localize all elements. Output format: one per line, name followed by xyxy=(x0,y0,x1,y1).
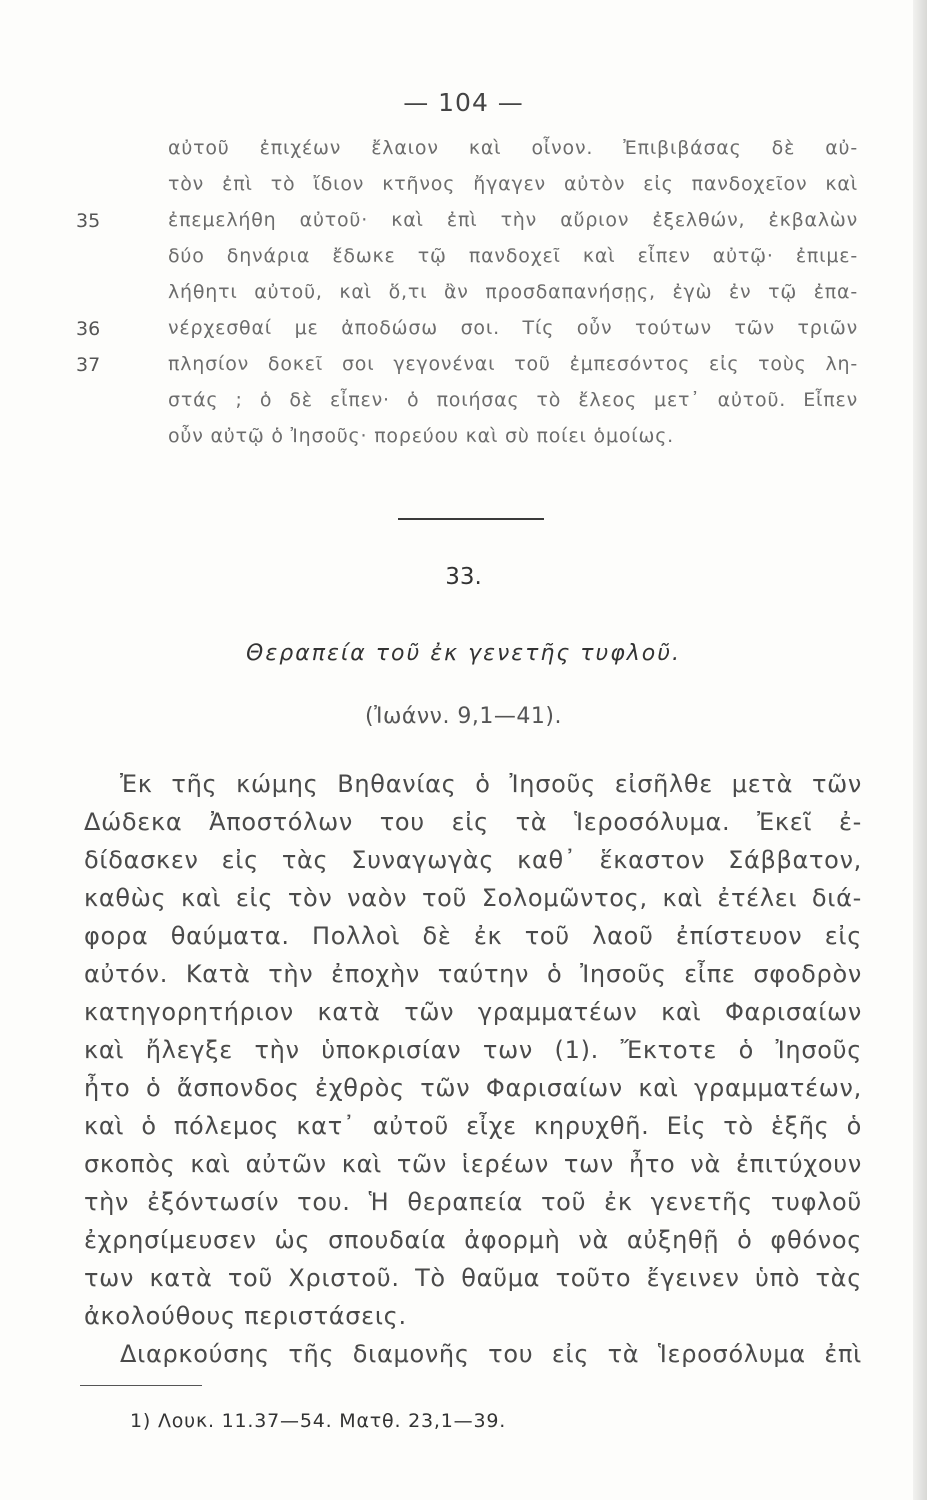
upper-passage-text: δύο δηνάρια ἔδωκε τῷ πανδοχεῖ καὶ εἶπεν αὐτῷ· ἐπιμε- xyxy=(168,245,858,267)
footnote: 1) Λουκ. 11.37—54. Ματθ. 23,1—39. xyxy=(130,1410,507,1432)
upper-passage-line xyxy=(0,315,927,351)
upper-passage-text: οὖν αὐτῷ ὁ Ἰησοῦς· πορεύου καὶ σὺ ποίει ὁμοίως. xyxy=(168,425,675,447)
upper-passage-line xyxy=(0,243,927,279)
body-line: Διαρκούσης τῆς διαμονῆς του εἰς τὰ Ἱεροσόλυμα ἐπὶ xyxy=(120,1340,862,1368)
body-line: καθὼς καὶ εἰς τὸν ναὸν τοῦ Σολομῶντος, καὶ ἐτέλει διά- xyxy=(84,884,862,912)
section-reference: (Ἰωάνν. 9,1—41). xyxy=(365,704,562,729)
verse-number: 36 xyxy=(76,318,101,340)
body-line: τὴν ἐξόντωσίν του. Ἡ θεραπεία τοῦ ἐκ γενετῆς τυφλοῦ xyxy=(84,1188,862,1216)
body-line: δίδασκεν εἰς τὰς Συναγωγὰς καθ᾽ ἕκαστον Σάββατον, xyxy=(84,846,862,874)
upper-passage-line xyxy=(0,423,927,459)
body-line: ἀκολούθους περιστάσεις. xyxy=(84,1302,407,1330)
body-line: ἐχρησίμευσεν ὡς σπουδαία ἀφορμὴ νὰ αὐξηθῇ ὁ φθόνος xyxy=(84,1226,862,1254)
page-number: — 104 — xyxy=(403,88,524,117)
body-line: αὐτόν. Κατὰ τὴν ἐποχὴν ταύτην ὁ Ἰησοῦς εἶπε σφοδρὸν xyxy=(84,960,862,988)
upper-passage-line xyxy=(0,351,927,387)
body-line: ἦτο ὁ ἄσπονδος ἐχθρὸς τῶν Φαρισαίων καὶ γραμματέων, xyxy=(84,1074,862,1102)
upper-passage-line xyxy=(0,279,927,315)
upper-passage-line xyxy=(0,135,927,171)
body-line: καὶ ὁ πόλεμος κατ᾽ αὐτοῦ εἶχε κηρυχθῆ. Εἰς τὸ ἑξῆς ὁ xyxy=(84,1112,862,1140)
body-line: Δώδεκα Ἀποστόλων του εἰς τὰ Ἱεροσόλυμα. Ἐκεῖ ἐ- xyxy=(84,808,862,836)
upper-passage-text: τὸν ἐπὶ τὸ ἴδιον κτῆνος ἤγαγεν αὐτὸν εἰς πανδοχεῖον καὶ xyxy=(168,173,858,195)
upper-passage-line xyxy=(0,387,927,423)
section-number: 33. xyxy=(445,564,482,590)
body-line: κατηγορητήριον κατὰ τῶν γραμματέων καὶ Φαρισαίων xyxy=(84,998,862,1026)
section-divider xyxy=(398,518,544,520)
verse-number: 37 xyxy=(76,354,101,376)
body-line: φορα θαύματα. Πολλοὶ δὲ ἐκ τοῦ λαοῦ ἐπίστευον εἰς xyxy=(84,922,862,950)
upper-passage-text: ἐπεμελήθη αὐτοῦ· καὶ ἐπὶ τὴν αὔριον ἐξελθών, ἐκβαλὼν xyxy=(168,209,858,231)
body-line: Ἐκ τῆς κώμης Βηθανίας ὁ Ἰησοῦς εἰσῆλθε μετὰ τῶν xyxy=(120,770,862,798)
upper-passage-text: νέρχεσθαί με ἀποδώσω σοι. Τίς οὖν τούτων τῶν τριῶν xyxy=(168,317,858,339)
upper-passage-text: λήθητι αὐτοῦ, καὶ ὅ,τι ἂν προσδαπανήσῃς, ἐγὼ ἐν τῷ ἐπα- xyxy=(168,281,858,303)
upper-passage-text: στάς ; ὁ δὲ εἶπεν· ὁ ποιήσας τὸ ἔλεος μετ᾽ αὐτοῦ. Εἶπεν xyxy=(168,389,858,411)
footnote-divider xyxy=(80,1385,202,1386)
upper-passage-text: πλησίον δοκεῖ σοι γεγονέναι τοῦ ἐμπεσόντος εἰς τοὺς λη- xyxy=(168,353,858,375)
upper-passage-text: αὐτοῦ ἐπιχέων ἔλαιον καὶ οἶνον. Ἐπιβιβάσας δὲ αὐ- xyxy=(168,137,858,159)
section-title: Θεραπεία τοῦ ἐκ γενετῆς τυφλοῦ. xyxy=(246,641,681,666)
upper-passage-line xyxy=(0,171,927,207)
body-line: καὶ ἤλεγξε τὴν ὑποκρισίαν των (1). Ἔκτοτε ὁ Ἰησοῦς xyxy=(84,1036,862,1064)
body-line: σκοπὸς καὶ αὐτῶν καὶ τῶν ἱερέων των ἦτο νὰ ἐπιτύχουν xyxy=(84,1150,862,1178)
upper-passage-line xyxy=(0,207,927,243)
verse-number: 35 xyxy=(76,210,101,232)
body-line: των κατὰ τοῦ Χριστοῦ. Τὸ θαῦμα τοῦτο ἔγεινεν ὑπὸ τὰς xyxy=(84,1264,862,1292)
